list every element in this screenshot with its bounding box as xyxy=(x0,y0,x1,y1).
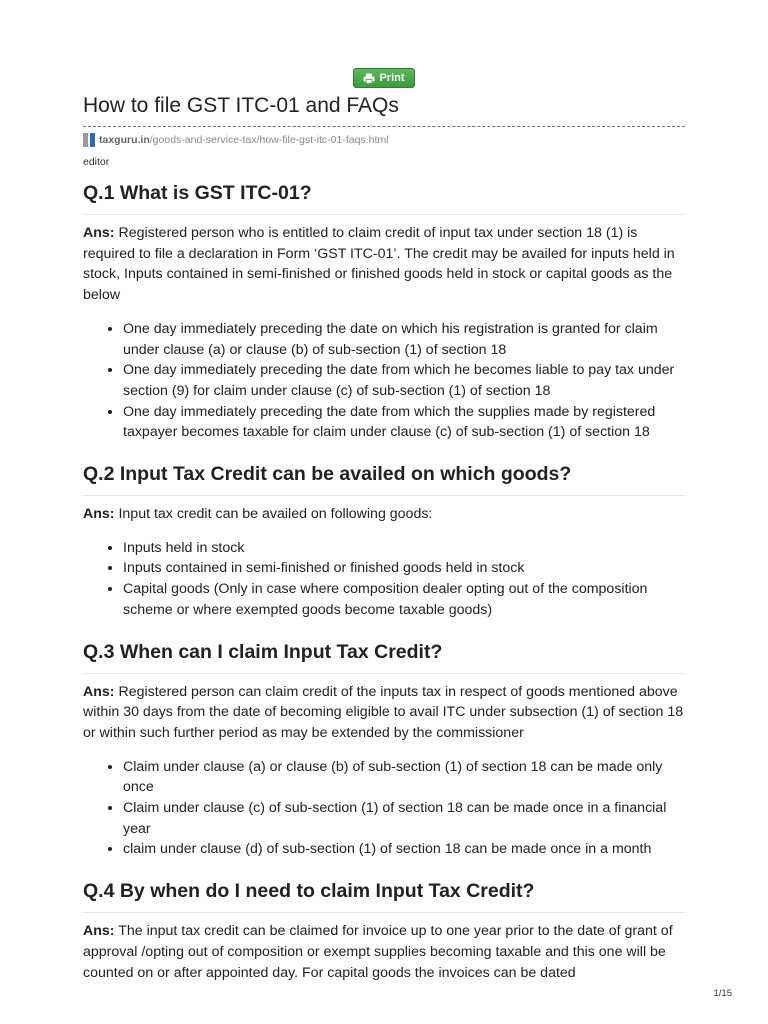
list-item: • One day immediately preceding the date from which the supplies made by registered taxpayer becomes taxable for claim under clause (c) of sub-section (1) of section 18 xyxy=(123,402,685,443)
answer-label: Ans: xyxy=(83,923,115,940)
author: editor xyxy=(83,156,110,168)
question-heading: Q.3 When can I claim Input Tax Credit? xyxy=(83,639,685,674)
answer-label: Ans: xyxy=(83,506,115,523)
source-path[interactable]: /goods-and-service-tax/how-file-gst-itc-01-faqs.html xyxy=(149,134,389,146)
question-heading: Q.1 What is GST ITC-01? xyxy=(83,180,685,215)
list-item: • One day immediately preceding the date from which he becomes liable to pay tax under section (9) for claim under clause (c) of sub-section (1) of section 18 xyxy=(123,360,685,401)
list-item: • One day immediately preceding the date on which his registration is granted for claim under clause (a) or clause (b) of sub-section (1) of section 18 xyxy=(123,319,685,360)
answer-label: Ans: xyxy=(83,683,115,700)
article-body xyxy=(83,180,685,983)
list-item: • Inputs contained in semi-finished or finished goods held in stock xyxy=(123,558,685,579)
answer-label: Ans: xyxy=(83,225,115,241)
answer-body: Registered person can claim credit of the inputs tax in respect of goods mentioned above within 30 days from the date of becoming eligible to avail ITC under subsection (1) of section 18 or within such further period as may be extended by the commissioner xyxy=(83,683,684,741)
print-label: Print xyxy=(379,72,405,84)
list-item: • claim under clause (d) of sub-section (1) of section 18 can be made once in a month xyxy=(123,839,685,860)
faq-section xyxy=(83,461,685,621)
answer-body: Registered person who is entitled to claim credit of input tax under section 18 (1) is required to file a declaration in Form ‘GST ITC-01’. The credit may be availed for inputs held in stock, Inputs contained in semi-finished or finished goods held in stock or capital goods as the below xyxy=(83,225,675,304)
page-title: How to file GST ITC-01 and FAQs xyxy=(83,94,399,117)
answer-body: The input tax credit can be claimed for invoice up to one year prior to the date of grant of approval /opting out of composition or exempt supplies becoming taxable and this one will be counted on or after appointed day. For capital goods the invoices can be dated xyxy=(83,923,673,981)
title-divider xyxy=(83,126,685,127)
bullet-list xyxy=(83,319,685,443)
faq-section xyxy=(83,180,685,443)
print-button[interactable] xyxy=(353,68,415,88)
answer-body: Input tax credit can be availed on following goods: xyxy=(114,506,433,523)
printer-icon xyxy=(363,73,375,84)
bullet-list xyxy=(83,757,685,861)
list-item: • Claim under clause (a) or clause (b) of sub-section (1) of section 18 can be made only once xyxy=(123,757,685,798)
source-line xyxy=(83,133,388,147)
page-number: 1/15 xyxy=(713,988,732,999)
answer-text xyxy=(83,504,685,525)
list-item: • Inputs held in stock xyxy=(123,538,685,559)
answer-text xyxy=(83,223,685,306)
bullet-list xyxy=(83,538,685,621)
faq-section xyxy=(83,878,685,983)
question-heading: Q.4 By when do I need to claim Input Tax Credit? xyxy=(83,878,685,913)
answer-text xyxy=(83,682,685,744)
source-site[interactable]: taxguru.in xyxy=(99,134,150,146)
answer-text xyxy=(83,921,685,983)
list-item: • Capital goods (Only in case where composition dealer opting out of the composition scheme or where exempted goods become taxable goods) xyxy=(123,579,685,620)
faq-section xyxy=(83,639,685,861)
question-heading: Q.2 Input Tax Credit can be availed on which goods? xyxy=(83,461,685,496)
list-item: • Claim under clause (c) of sub-section (1) of section 18 can be made once in a financial year xyxy=(123,798,685,839)
site-logo-icon xyxy=(83,133,95,147)
